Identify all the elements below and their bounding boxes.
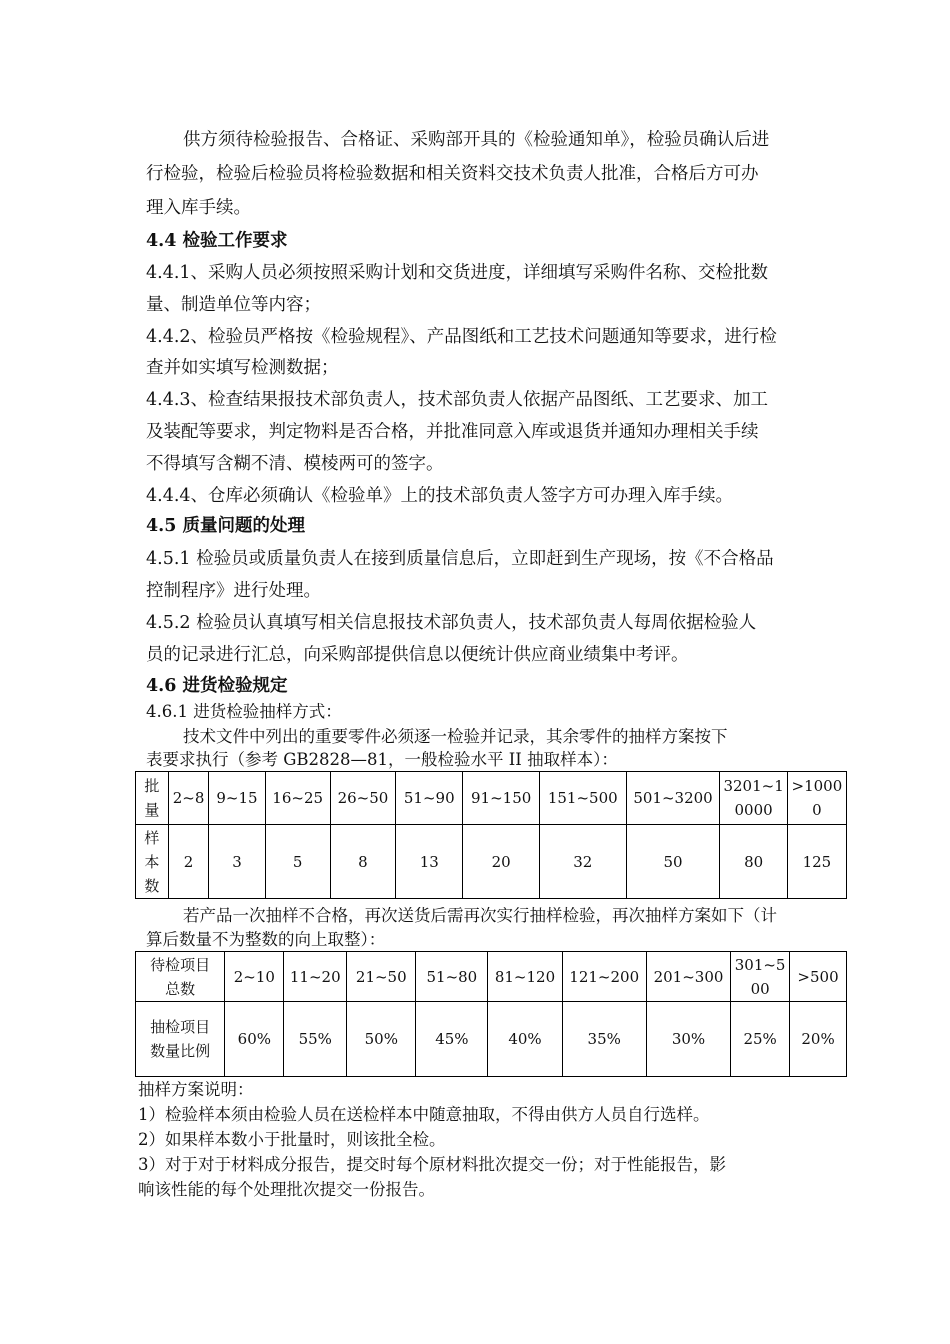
- table-header-cell: 样本数: [136, 825, 169, 899]
- clause-4-6-1: 4.6.1 进货检验抽样方式：: [146, 702, 342, 721]
- note-3-line-1: 3）对于对于材料成分报告，提交时每个原材料批次提交一份；对于性能报告，影: [138, 1155, 726, 1174]
- table-cell: 11~20: [284, 952, 347, 1002]
- table-header-cell: 批量: [136, 772, 169, 825]
- table-row: [136, 952, 847, 1002]
- table-cell: 2~10: [225, 952, 284, 1002]
- clause-4-5-2-line-2: 员的记录进行汇总，向采购部提供信息以便统计供应商业绩集中考评。: [146, 645, 689, 665]
- table-cell: 25%: [731, 1002, 790, 1077]
- table-cell: 16~25: [265, 772, 330, 825]
- table-cell: 50: [626, 825, 720, 899]
- table-cell: 3: [209, 825, 265, 899]
- clause-4-4-2-line-2: 查并如实填写检测数据；: [146, 358, 339, 378]
- clause-4-4-2-line-1: 4.4.2、检验员严格按《检验规程》、产品图纸和工艺技术问题通知等要求，进行检: [146, 327, 777, 347]
- table-cell: 51~90: [396, 772, 463, 825]
- clause-4-5-1-line-1: 4.5.1 检验员或质量负责人在接到质量信息后，立即赶到生产现场，按《不合格品: [146, 549, 774, 569]
- sampling-table: [135, 771, 847, 899]
- table-cell: 151~500: [539, 772, 626, 825]
- table-cell: 32: [539, 825, 626, 899]
- clause-4-4-3-line-3: 不得填写含糊不清、模棱两可的签字。: [146, 454, 444, 474]
- table-cell: 2~8: [168, 772, 209, 825]
- clause-4-4-1-line-2: 量、制造单位等内容；: [146, 295, 321, 315]
- table-cell: 125: [787, 825, 846, 899]
- note-2: 2）如果样本数小于批量时，则该批全检。: [138, 1130, 446, 1149]
- resampling-table: [135, 951, 847, 1077]
- table-cell: 80: [720, 825, 787, 899]
- table-cell: 8: [330, 825, 395, 899]
- clause-4-4-1-line-1: 4.4.1、采购人员必须按照采购计划和交货进度，详细填写采购件名称、交检批数: [146, 263, 769, 283]
- table-cell: 20: [463, 825, 540, 899]
- table-cell: 2: [168, 825, 209, 899]
- table-cell: 35%: [562, 1002, 646, 1077]
- table-row: [136, 825, 847, 899]
- table-row: [136, 1002, 847, 1077]
- table-header-cell: 待检项目总数: [136, 952, 225, 1002]
- table-cell: 13: [396, 825, 463, 899]
- table-cell: 121~200: [562, 952, 646, 1002]
- table-cell: 9~15: [209, 772, 265, 825]
- paragraph-intro-line-3: 理入库手续。: [146, 198, 251, 218]
- table-cell: 20%: [790, 1002, 847, 1077]
- section-heading-4-4: 4.4 检验工作要求: [146, 231, 288, 251]
- clause-4-5-1-line-2: 控制程序》进行处理。: [146, 581, 321, 601]
- section-heading-4-5: 4.5 质量问题的处理: [146, 516, 306, 536]
- clause-4-4-4: 4.4.4、仓库必须确认《检验单》上的技术部负责人签字方可办理入库手续。: [146, 486, 734, 506]
- table-cell: 40%: [488, 1002, 562, 1077]
- notes-title: 抽样方案说明：: [138, 1080, 254, 1099]
- resample-paragraph-line-2: 算后数量不为整数的向上取整）：: [146, 930, 386, 949]
- table-cell: 3201~10000: [720, 772, 787, 825]
- clause-4-4-3-line-1: 4.4.3、检查结果报技术部负责人，技术部负责人依据产品图纸、工艺要求、加工: [146, 390, 769, 410]
- section-heading-4-6: 4.6 进货检验规定: [146, 676, 288, 696]
- table-cell: 60%: [225, 1002, 284, 1077]
- clause-4-6-1-desc-line-2: 表要求执行（参考 GB2828—81，一般检验水平 II 抽取样本）：: [146, 750, 618, 769]
- table-cell: >10000: [787, 772, 846, 825]
- table-cell: 501~3200: [626, 772, 720, 825]
- table-cell: 45%: [416, 1002, 488, 1077]
- paragraph-intro-line-2: 行检验，检验后检验员将检验数据和相关资料交技术负责人批准，合格后方可办: [146, 164, 759, 184]
- table-cell: 30%: [646, 1002, 730, 1077]
- note-1: 1）检验样本须由检验人员在送检样本中随意抽取，不得由供方人员自行选样。: [138, 1105, 710, 1124]
- table-cell: 201~300: [646, 952, 730, 1002]
- table-row: [136, 772, 847, 825]
- resample-paragraph-line-1: 若产品一次抽样不合格，再次送货后需再次实行抽样检验，再次抽样方案如下（计: [183, 906, 777, 925]
- table-cell: 50%: [347, 1002, 416, 1077]
- table-cell: 91~150: [463, 772, 540, 825]
- clause-4-4-3-line-2: 及装配等要求，判定物料是否合格，并批准同意入库或退货并通知办理相关手续: [146, 422, 759, 442]
- table-cell: 301~500: [731, 952, 790, 1002]
- note-3-line-2: 响该性能的每个处理批次提交一份报告。: [138, 1180, 435, 1199]
- table-cell: 26~50: [330, 772, 395, 825]
- table-header-cell: 抽检项目数量比例: [136, 1002, 225, 1077]
- table-cell: 81~120: [488, 952, 562, 1002]
- table-cell: >500: [790, 952, 847, 1002]
- clause-4-6-1-desc-line-1: 技术文件中列出的重要零件必须逐一检验并记录，其余零件的抽样方案按下: [183, 727, 728, 746]
- paragraph-intro-line-1: 供方须待检验报告、合格证、采购部开具的《检验通知单》，检验员确认后进: [183, 130, 770, 150]
- table-cell: 21~50: [347, 952, 416, 1002]
- table-cell: 55%: [284, 1002, 347, 1077]
- table-cell: 51~80: [416, 952, 488, 1002]
- table-cell: 5: [265, 825, 330, 899]
- clause-4-5-2-line-1: 4.5.2 检验员认真填写相关信息报技术部负责人，技术部负责人每周依据检验人: [146, 613, 757, 633]
